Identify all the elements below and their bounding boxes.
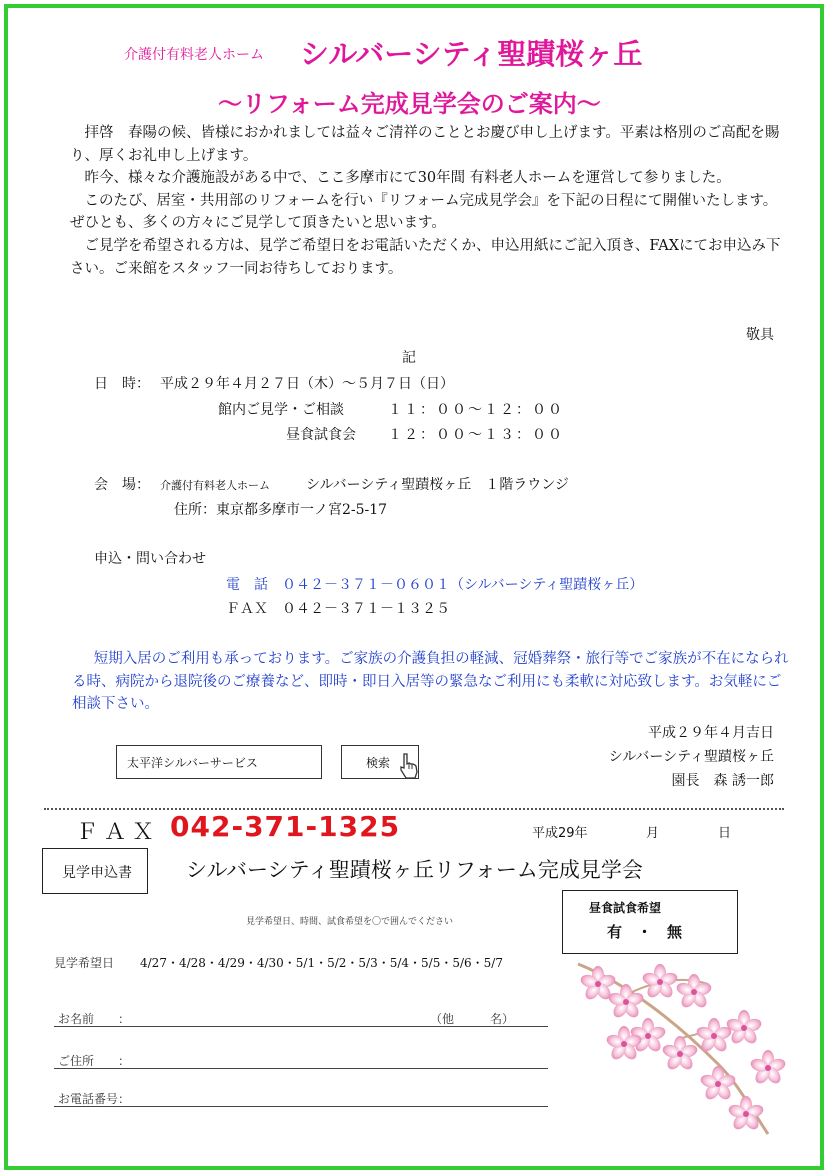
- form-label: 見学申込書: [62, 865, 132, 881]
- contact-phone: 電 話 ０４２－３７１－０６０１（シルバーシティ聖蹟桜ヶ丘）: [226, 577, 644, 593]
- form-name-label: お名前 ：: [58, 1012, 131, 1026]
- letter-paragraph-1: 拝啓 春陽の候、皆様におかれましては益々ご清祥のこととお慶び申し上げます。平素は格別のご高配を賜り、厚くお礼申し上げます。: [70, 125, 780, 164]
- form-dates-options[interactable]: 4/27・4/28・4/29・4/30・5/1・5/2・5/3・5/4・5/5・5/6・5/7: [140, 956, 503, 970]
- schedule-date-value: 平成２９年４月２７日（木）～５月７日（日）: [160, 376, 454, 392]
- schedule-lunch-time: １２：００～１３：００: [388, 427, 564, 443]
- header-facility-name: シルバーシティ聖蹟桜ヶ丘: [300, 37, 643, 71]
- cherry-blossom-illustration: [568, 944, 798, 1144]
- short-stay-note-text: 短期入居のご利用も承っております。ご家族の介護負担の軽減、冠婚葬祭・旅行等でご家族が不在になられる時、病院から退院後のご療養など、即時・即日入居等の緊急なご利用にも柔軟に対応致します。お気軽にご相談下さい。: [72, 651, 789, 713]
- lunch-choice-title: 昼食試食希望: [589, 901, 662, 915]
- venue-label: 会 場：: [94, 477, 150, 493]
- lunch-choice-options[interactable]: 有 ・ 無: [607, 923, 683, 941]
- signature-director: 園長 森 誘一郎: [671, 773, 774, 789]
- form-label-box: [42, 848, 148, 894]
- search-input[interactable]: [116, 745, 322, 779]
- short-stay-note: [72, 648, 792, 716]
- cut-line-divider: [44, 808, 784, 810]
- schedule-tour-time: １１：００～１２：００: [388, 402, 564, 418]
- venue-facility-type: 介護付有料老人ホーム: [160, 479, 270, 492]
- letter-paragraph-3: このたび、居室・共用部のリフォームを行い『リフォーム完成見学会』を下記の日程にて開催いたします。ぜひとも、多くの方々にご見学して頂きたいと思います。: [70, 192, 778, 232]
- search-button[interactable]: [341, 745, 419, 779]
- ki-heading: 記: [402, 350, 416, 366]
- form-month: 月: [646, 826, 660, 841]
- form-dates-label: 見学希望日: [54, 956, 115, 970]
- header-facility-type: 介護付有料老人ホーム: [124, 47, 264, 63]
- letter-paragraph-4: ご見学を希望される方は、見学ご希望日をお電話いただくか、申込用紙にご記入頂き、FAXにてお申込み下さい。ご来館をスタッフ一同お待ちしております。: [70, 237, 781, 277]
- form-day: 日: [718, 826, 732, 841]
- signature-date: 平成２９年４月吉日: [648, 725, 774, 741]
- form-event-title: シルバーシティ聖蹟桜ヶ丘リフォーム完成見学会: [186, 858, 643, 882]
- form-address-label: ご住所 ：: [58, 1054, 131, 1068]
- schedule-tour-label: 館内ご見学・ご相談: [218, 402, 344, 418]
- form-instruction: 見学希望日、時間、試食希望を〇で囲んでください: [246, 917, 454, 927]
- venue-address: 住所：東京都多摩市一ノ宮2-5-17: [174, 502, 388, 518]
- schedule-date-label: 日 時：: [94, 376, 150, 392]
- form-phone-field[interactable]: [54, 1106, 548, 1107]
- page-subtitle: ～リフォーム完成見学会のご案内～: [218, 89, 601, 118]
- form-fax-number: 042-371-1325: [170, 810, 401, 843]
- contact-fax: ＦＡＸ ０４２－３７１－１３２５: [226, 601, 450, 617]
- form-name-suffix: （他 名）: [430, 1012, 515, 1026]
- letter-body: [70, 122, 790, 280]
- contact-label: 申込・問い合わせ: [94, 551, 206, 567]
- signature-org: シルバーシティ聖蹟桜ヶ丘: [608, 749, 774, 765]
- schedule-lunch-label: 昼食試食会: [286, 427, 356, 443]
- form-name-field[interactable]: [54, 1026, 548, 1027]
- form-address-field[interactable]: [54, 1068, 548, 1069]
- venue-name: シルバーシティ聖蹟桜ヶ丘 １階ラウンジ: [306, 477, 569, 493]
- form-date-era: 平成29年: [532, 826, 588, 841]
- search-input-value: 太平洋シルバーサービス: [127, 756, 258, 770]
- form-phone-label: お電話番号：: [58, 1092, 131, 1106]
- form-fax-label: ＦＡＸ: [76, 820, 161, 845]
- letter-closing: 敬具: [746, 327, 774, 343]
- search-button-label: 検索: [366, 756, 391, 770]
- letter-paragraph-2: 昨今、様々な介護施設がある中で、ここ多摩市にて30年間 有料老人ホームを運営して参りました。: [84, 170, 731, 187]
- hand-pointer-icon: [398, 752, 420, 780]
